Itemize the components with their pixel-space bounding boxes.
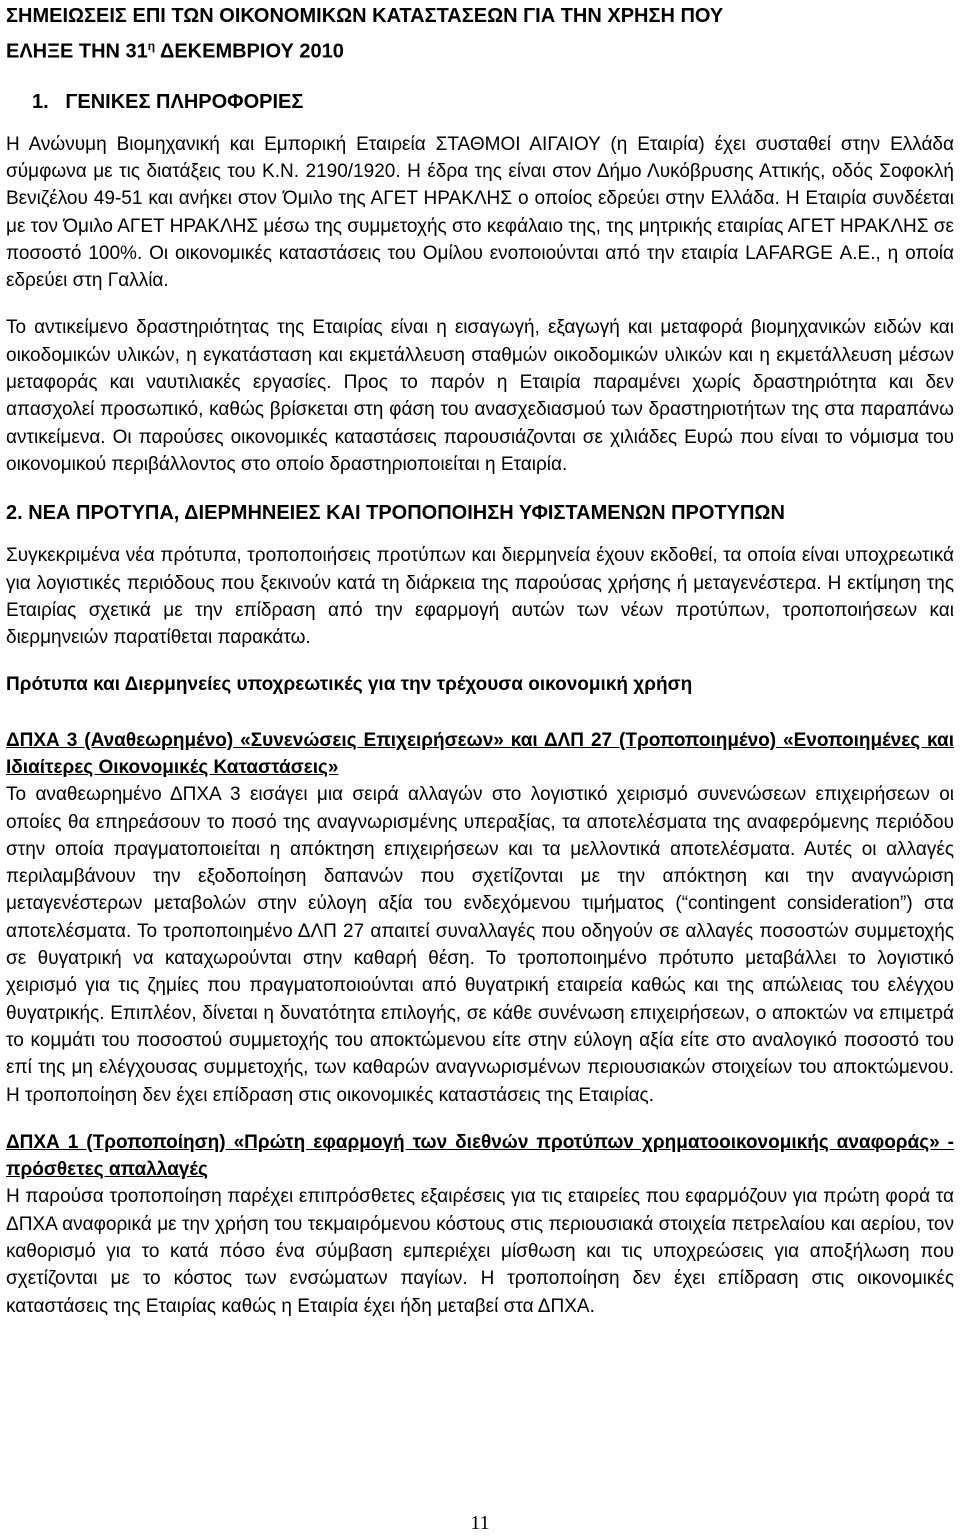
section-1-heading: 1. ΓΕΝΙΚΕΣ ΠΛΗΡΟΦΟΡΙΕΣ	[32, 90, 304, 113]
ifrs3-heading: ΔΠΧΑ 3 (Αναθεωρημένο) «Συνενώσεις Επιχειρήσεων» και ΔΛΠ 27 (Τροποποιημένο) «Ενοποιημένες και Ιδιαίτερες Οικονομικές Καταστάσεις»	[6, 729, 954, 778]
ifrs1-heading: ΔΠΧΑ 1 (Τροποποίηση) «Πρώτη εφαρμογή των διεθνών προτύπων χρηματοοικονομικής αναφοράς» - πρόσθετες απαλλαγές	[6, 1131, 954, 1181]
document-page	[6, 0, 954, 1320]
section-2-paragraph-1: Συγκεκριμένα νέα πρότυπα, τροποποιήσεις προτύπων και διερμηνεία έχουν εκδοθεί, τα οποία είναι υποχρεωτικά για λογιστικές περιόδους που ξεκινούν κατά τη διάρκεια της παρούσας χρήσης ή μεταγενέστερα. Η εκτίμηση της Εταιρίας σχετικά με την επίδραση από την εφαρμογή αυτών των νέων προτύπων, τροποποιήσεων και διερμηνειών παρατίθεται παρακάτω.	[6, 545, 954, 649]
title-ordinal-sup: η	[147, 39, 156, 53]
page-number: 11	[470, 1512, 490, 1534]
title-line-2-pre: ΕΛΗΞΕ ΤΗΝ 31	[6, 40, 148, 63]
section-2-heading: 2. ΝΕΑ ΠΡΟΤΥΠΑ, ΔΙΕΡΜΗΝΕΙΕΣ ΚΑΙ ΤΡΟΠΟΠΟΙΗΣΗ ΥΦΙΣΤΑΜΕΝΩΝ ΠΡΟΤΥΠΩΝ	[6, 502, 785, 525]
document-title	[6, 0, 954, 67]
ifrs3-text: Το αναθεωρημένο ΔΠΧΑ 3 εισάγει μια σειρά αλλαγών στο λογιστικό χειρισμό συνενώσεων επιχειρήσεων οι οποίες θα επηρεάσουν το ποσό της αναγνωρισμένης υπεραξίας, τα αποτελέσματα της αναφερόμενης περιόδου στην οποία πραγματοποιείται η απόκτηση επιχειρήσεων και τα μελλοντικά αποτελέσματα. Αυτές οι αλλαγές περιλαμβάνουν την εξοδοποίηση δαπανών που σχετίζονται με την απόκτηση και την αναγνώριση μεταγενέστερων μεταβολών στην εύλογη αξία του ενδεχόμενου τιμήματος (“contingent consideration”) στα αποτελέσματα. Το τροποποιημένο ΔΛΠ 27 απαιτεί συναλλαγές που οδηγούν σε αλλαγές ποσοστών συμμετοχής σε θυγατρική να καταχωρούνται στην καθαρή θέση. Το τροποποιημένο πρότυπο μεταβάλλει το λογιστικό χειρισμό για τις ζημίες που πραγματοποιούνται από θυγατρική εταιρεία καθώς και της απώλειας του ελέγχου θυγατρικής. Επιπλέον, δίνεται η δυνατότητα επιλογής, σε κάθε συνένωση επιχειρήσεων, ο αποκτών να επιμετρά το κομμάτι του ποσοστού συμμετοχής του αποκτώμενου είτε στην εύλογη αξία είτε στο αναλογικό ποσοστό του επί της μη ελέγχουσας συμμετοχής, των καθαρών αναγνωρισμένων περιουσιακών στοιχείων του αποκτώμενου. Η τροποποίηση δεν έχει επίδραση στις οικονομικές καταστάσεις της Εταιρίας.	[6, 784, 954, 1106]
title-line-2-post: ΔΕΚΕΜΒΡΙΟΥ 2010	[155, 40, 344, 63]
section-1-paragraph-1: Η Ανώνυμη Βιομηχανική και Εμπορική Εταιρεία ΣΤΑΘΜΟΙ ΑΙΓΑΙΟΥ (η Εταιρία) έχει συσταθεί στην Ελλάδα σύμφωνα με τις διατάξεις του Κ.Ν. 2190/1920. Η έδρα της είναι στον Δήμο Λυκόβρυσης Αττικής, οδός Σοφοκλή Βενιζέλου 49-51 και ανήκει στον Όμιλο της ΑΓΕΤ ΗΡΑΚΛΗΣ ο οποίος εδρεύει στην Ελλάδα. Η Εταιρία συνδέεται με τον Όμιλο ΑΓΕΤ ΗΡΑΚΛΗΣ μέσω της συμμετοχής στο κεφάλαιο της, της μητρικής εταιρίας ΑΓΕΤ ΗΡΑΚΛΗΣ σε ποσοστό 100%. Οι οικονομικές καταστάσεις του Ομίλου ενοποιούνται από την εταιρία LAFARGE Α.Ε., η οποία εδρεύει στη Γαλλία.	[6, 133, 954, 292]
title-line-1: ΣΗΜΕΙΩΣΕΙΣ ΕΠΙ ΤΩΝ ΟΙΚΟΝΟΜΙΚΩΝ ΚΑΤΑΣΤΑΣΕΩΝ ΓΙΑ ΤΗΝ ΧΡΗΣΗ ΠΟΥ	[6, 5, 724, 27]
title-line-2	[6, 31, 954, 67]
ifrs1-text: Η παρούσα τροποποίηση παρέχει επιπρόσθετες εξαιρέσεις για τις εταιρείες που εφαρμόζουν για πρώτη φορά τα ΔΠΧΑ αναφορικά με την χρήση του τεκμαιρόμενου κόστους στις περιουσιακά στοιχεία πετρελαίου και αερίου, τον καθορισμό για το κατά πόσο ένα σύμβαση εμπεριέχει μίσθωση και τις υποχρεώσεις για αποξήλωση που σχετίζονται με το κόστος των ενσώματων παγίων. Η τροποποίηση δεν έχει επίδραση στις οικονομικές καταστάσεις της Εταιρίας καθώς η Εταιρία έχει ήδη μεταβεί στα ΔΠΧΑ.	[6, 1186, 954, 1317]
mandatory-standards-subheading: Πρότυπα και Διερμηνείες υποχρεωτικές για την τρέχουσα οικονομική χρήση	[6, 674, 693, 696]
section-1-paragraph-2: Το αντικείμενο δραστηριότητας της Εταιρίας είναι η εισαγωγή, εξαγωγή και μεταφορά βιομηχανικών ειδών και οικοδομικών υλικών, η εγκατάσταση και εκμετάλλευση σταθμών οικοδομικών υλικών και η εκμετάλλευση μέσων μεταφοράς και ναυτιλιακές εργασίες. Προς το παρόν η Εταιρία παραμένει χωρίς δραστηριότητα και δεν απασχολεί προσωπικό, καθώς βρίσκεται στη φάση του ανασχεδιασμού των δραστηριοτήτων της στα παραπάνω αντικείμενα. Οι παρούσες οικονομικές καταστάσεις παρουσιάζονται σε χιλιάδες Ευρώ που είναι το νόμισμα του οικονομικού περιβάλλοντος στο οποίο δραστηριοποιείται η Εταιρία.	[6, 317, 954, 475]
